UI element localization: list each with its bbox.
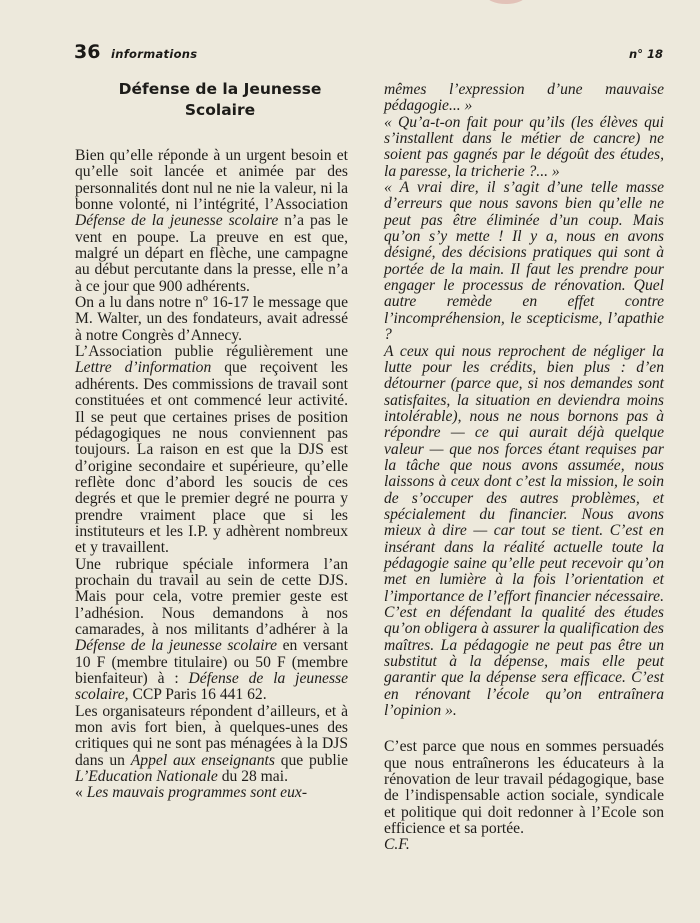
body-text: Une rubrique spéciale informera l’an prochain du travail au sein de cette DJS. Mais pour cela, votre premier geste est l’adhésion. Nous demandons à nos camarades, à nos militants d’adhérer à la [75, 555, 348, 638]
paragraph [384, 180, 664, 343]
paragraph [75, 704, 348, 786]
right-column [384, 82, 664, 854]
body-text: Les organisateurs répondent d’ailleurs, et à mon avis fort bien, à quelques-unes des critiques qui ne sont pas ménagées à la DJS dans un [75, 702, 348, 769]
body-text: du 28 mai. [217, 768, 288, 786]
paragraph [384, 739, 664, 837]
body-text: n’a pas le vent en poupe. La preuve en est que, malgré un départ en flèche, une campagne au début percutante dans la presse, elle n’a à ce jour que 900 adhérents. [75, 212, 348, 295]
italic-text: Défense de la jeunesse scolaire [75, 637, 278, 655]
body-text: que publie [274, 751, 348, 769]
italic-text: L’Education Nationale [75, 768, 218, 786]
article-title: Défense de la Jeunesse Scolaire [118, 80, 322, 119]
paragraph [384, 82, 664, 115]
paragraph [75, 344, 348, 556]
italic-text: « A vrai dire, il s’agit d’une telle masse d’erreurs que nous savons bien qu’elle ne peut pas être éliminée d’un coup. Mais qu’on s’y mette ! Il y a, nous en avons désigné, des décisions pratiques qui sont à portée de la main. Il faut les prendre pour engager le processus de rénovation. Quel autre remède en effet contre l’incompréhension, le scepticisme, l’apathie ? [384, 179, 664, 344]
paragraph-gap [384, 719, 664, 739]
ink-stain [486, 0, 526, 4]
paragraph [75, 557, 348, 704]
issue-number: n° 18 [629, 47, 663, 61]
italic-text: Appel aux enseignants [130, 751, 275, 769]
body-text: CCP Paris 16 441 62. [128, 686, 267, 704]
left-column [75, 148, 348, 802]
body-text: L’Association publie régulièrement une [75, 343, 348, 361]
paragraph [75, 785, 348, 801]
running-title: informations [111, 47, 198, 61]
italic-text: Défense de la jeunesse scolaire, [75, 670, 348, 704]
body-text: Bien qu’elle réponde à un urgent besoin et qu’elle soit lancée et animée par des personnalités dont nul ne nie la valeur, ni la bonne volonté, ni l’intégrité, l’Association [75, 147, 348, 214]
body-text: en versant 10 F (membre titulaire) ou 50 F (membre bienfaiteur) à : [75, 637, 348, 687]
italic-text: « Qu’a-t-on fait pour qu’ils (les élèves qui s’installent dans le métier de cancre) ne soient pas gagnés par le dégoût des études, la paresse, la tricherie ?... » [384, 113, 664, 180]
italic-text: mêmes l’expression d’une mauvaise pédagogie... » [384, 81, 664, 115]
body-text: que reçoivent les adhérents. Des commissions de travail sont constituées et ont commencé leur activité. Il se peut que certaines prises de position pédagogiques ne nous conviennent pas toujours. La raison en est que la DJS est d’origine secondaire et supérieure, qu’elle reflète donc d’abord les soucis de ces degrés et que le premier degré ne pourra y prendre vraiment place que si les instituteurs et les I.P. y adhèrent nombreux et y travaillent. [75, 359, 348, 557]
italic-text: Défense de la jeunesse scolaire [75, 212, 279, 230]
body-text: On a lu dans notre nº 16-17 le message que M. Walter, un des fondateurs, avait adressé à notre Congrès d’Annecy. [75, 294, 348, 344]
body-text: C’est parce que nous en sommes persuadés que nous entraînerons les éducateurs à la rénovation de leur travail pédagogique, base de l’indispensable action sociale, syndicale et politique qui doit redonner à l’Ecole son efficience et sa portée. [384, 738, 664, 838]
author-signature: C.F. [384, 836, 410, 854]
italic-text: Lettre d’information [75, 359, 212, 377]
page-header [74, 41, 663, 67]
paragraph [75, 148, 348, 295]
italic-text: Les mauvais programmes sont eux- [86, 784, 308, 802]
page-number: 36 [74, 41, 101, 63]
paragraph [75, 295, 348, 344]
paragraph [384, 344, 664, 720]
body-text: « [75, 784, 87, 802]
italic-text: A ceux qui nous reprochent de négliger la lutte pour les crédits, bien plus : d’en détourner (parce que, si nos demandes sont satisfaites, la situation en deviendra moins intolérable), nous ne nous bornons pas à répondre — ce qui aurait déjà quelque valeur — que nos forces étant requises par la tâche que nous avons assumée, nous laissons à ceux dont c’est la mission, le soin de s’occuper des autres problèmes, et spécialement du financier. Nous avons mieux à dire — car tout se tient. C’est en insérant dans la réalité actuelle toute la pédagogie saine qu’elle peut recevoir qu’on met en lumière à la fois l’orientation et l’importance de l’effort financier nécessaire. C’est en défendant la qualité des études qu’on obligera à assurer la qualification des maîtres. La pédagogie ne peut pas être un substitut à la dépense, mais elle peut garantir que la dépense sera efficace. C’est en rénovant l’école qu’on entraînera l’opinion ». [384, 342, 664, 720]
paragraph [384, 115, 664, 180]
